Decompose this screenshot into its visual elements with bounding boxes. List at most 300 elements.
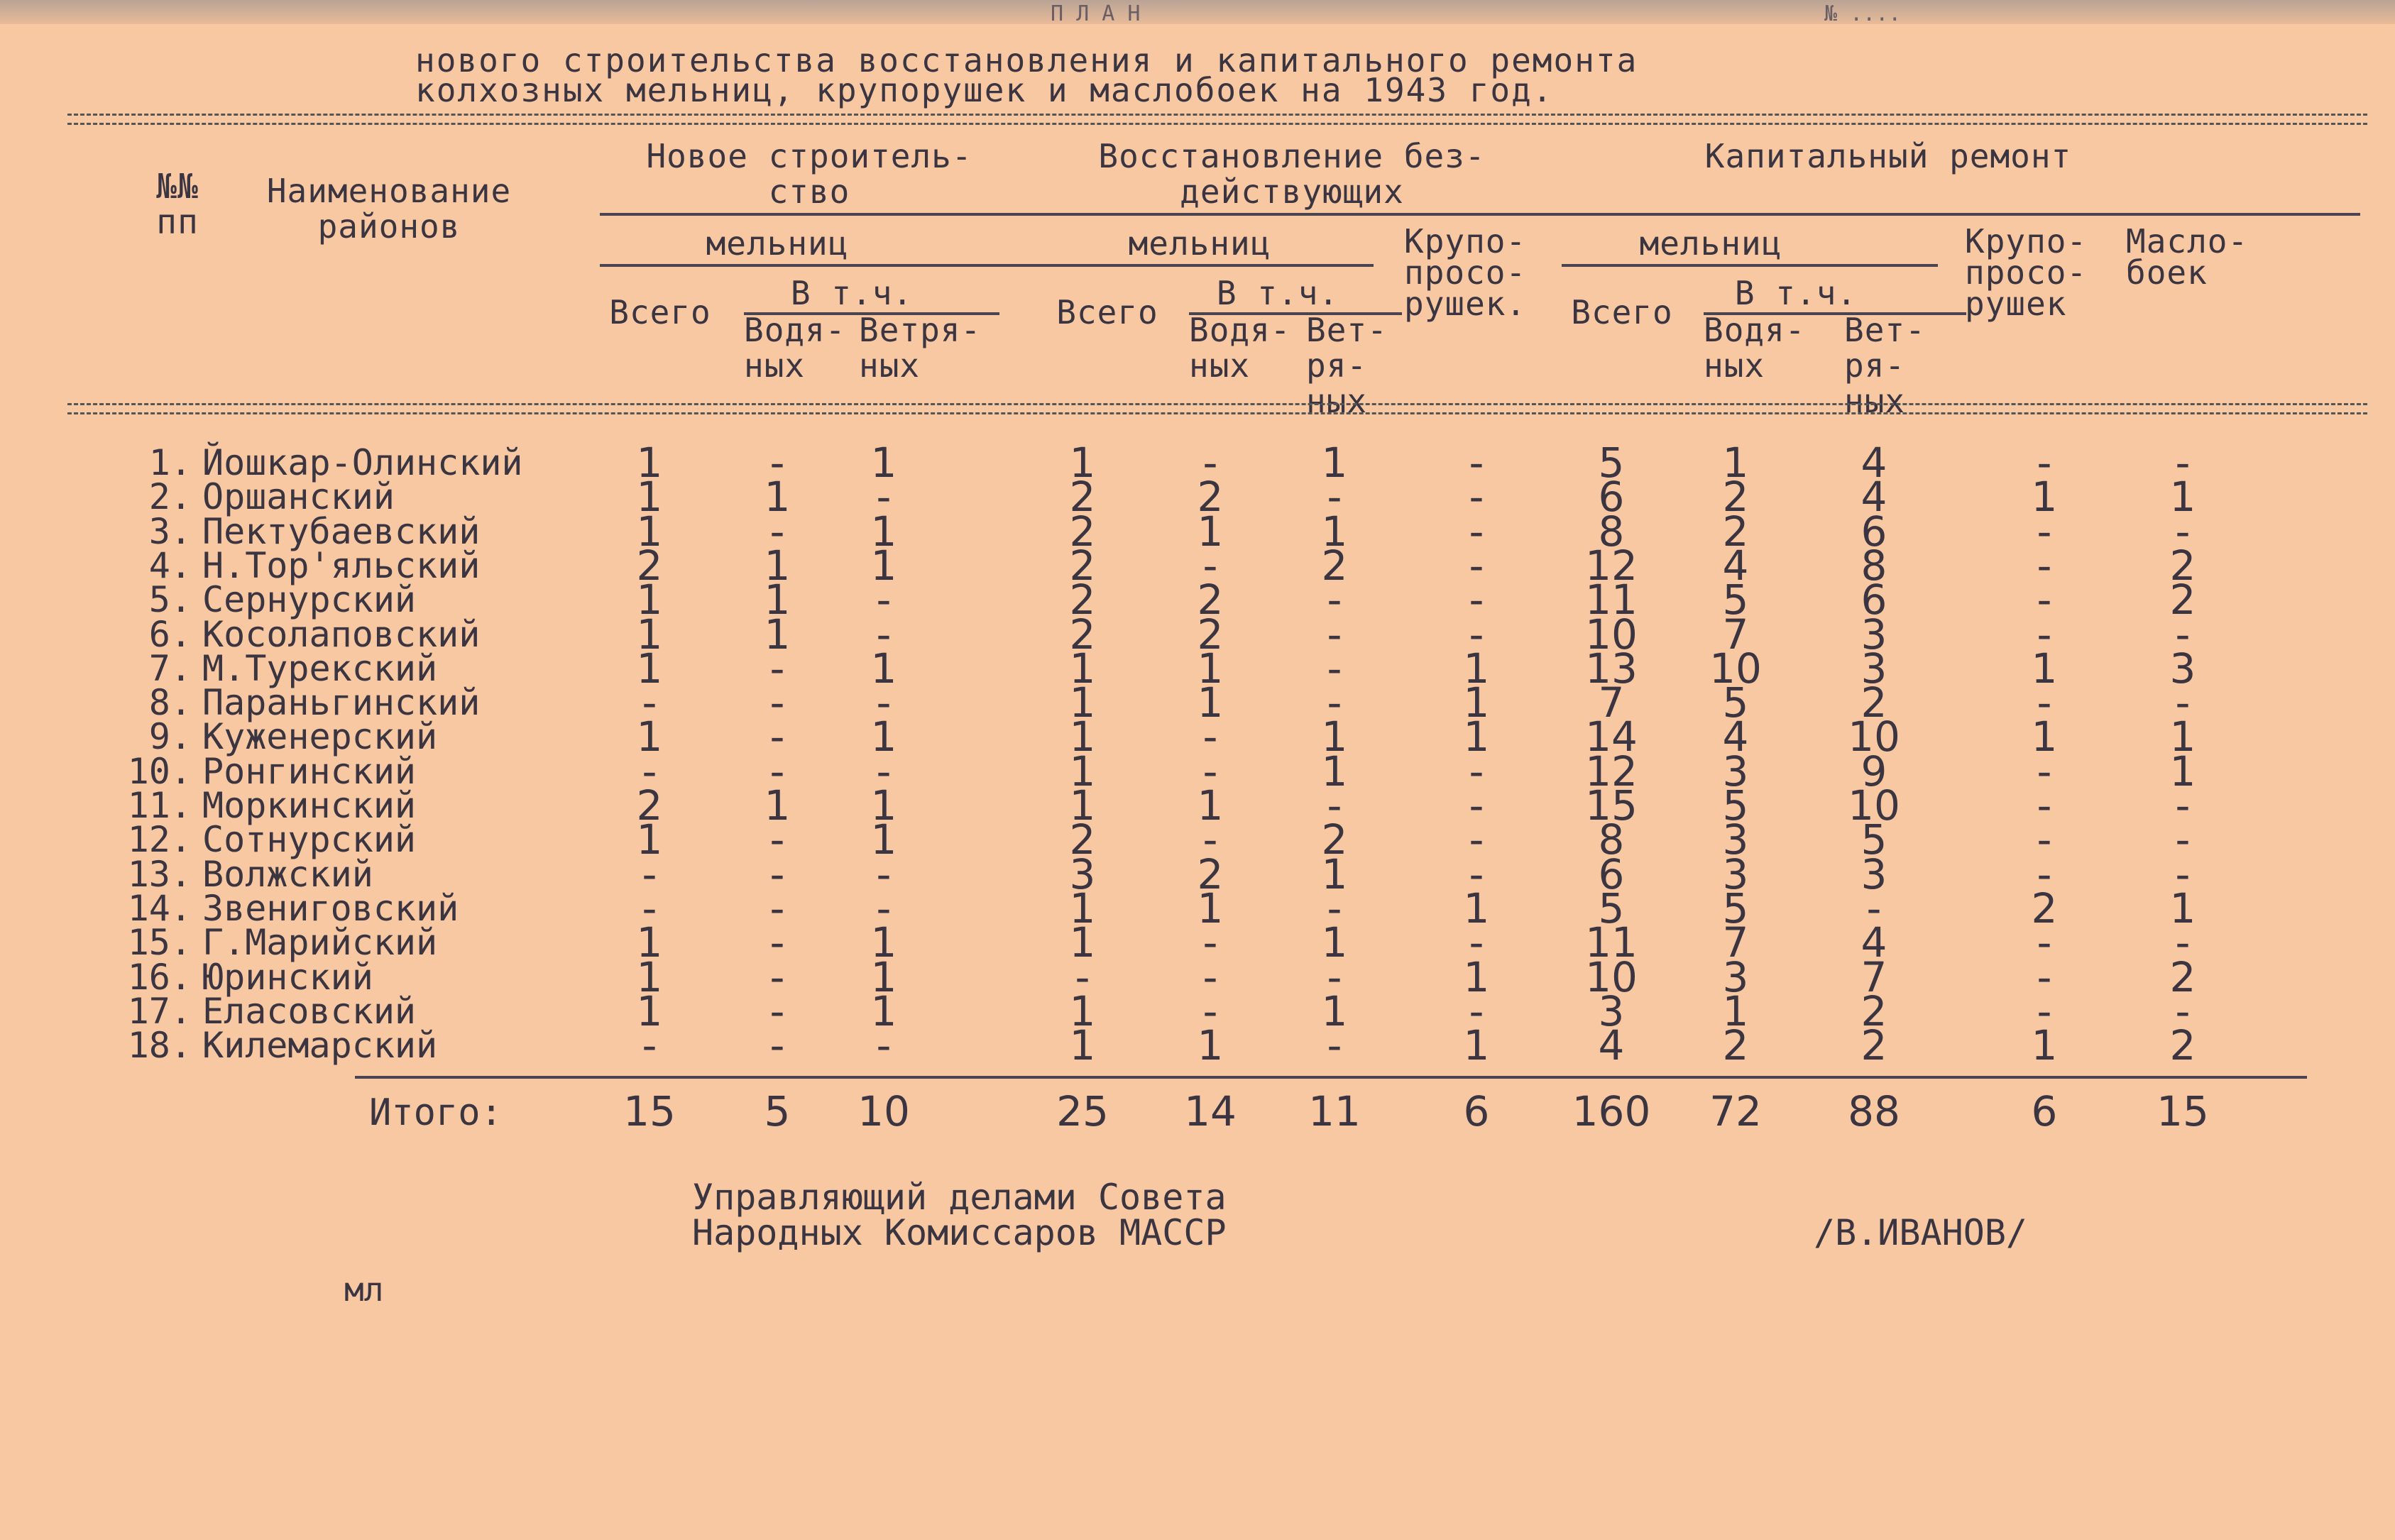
- district-name: Йошкар-Олинский: [202, 442, 523, 483]
- cell-value: -: [1327, 884, 1342, 933]
- cell-value: 1: [636, 507, 663, 556]
- cell-value: 2: [2169, 952, 2196, 1001]
- cell-value: 1: [764, 610, 791, 659]
- cell-value: 1: [1722, 439, 1749, 487]
- cell-value: -: [769, 507, 785, 556]
- cell-value: 1: [636, 952, 663, 1001]
- cell-value: 3: [1860, 644, 1887, 693]
- cell-value: 8: [1598, 507, 1625, 556]
- total-value: 25: [1056, 1087, 1109, 1135]
- cell-value: -: [2175, 610, 2191, 659]
- cell-value: -: [642, 884, 657, 933]
- district-name: Звениговский: [202, 887, 459, 929]
- cell-value: 1: [2031, 713, 2058, 761]
- cell-value: -: [2037, 541, 2052, 590]
- cell-value: -: [876, 576, 892, 625]
- cell-value: 1: [764, 576, 791, 625]
- header-fragment-right: № ....: [1824, 1, 1902, 26]
- cell-value: 3: [1069, 849, 1096, 898]
- district-name: Юринский: [202, 956, 373, 998]
- total-value: 72: [1709, 1087, 1762, 1135]
- cell-value: -: [1327, 473, 1342, 522]
- cell-value: -: [642, 747, 657, 796]
- cell-value: 1: [636, 576, 663, 625]
- col-new-incl: В т.ч.: [790, 274, 914, 312]
- cell-value: -: [1202, 439, 1218, 487]
- cell-value: 2: [2169, 541, 2196, 590]
- district-name: Моркинский: [202, 785, 417, 826]
- cell-value: 1: [1069, 781, 1096, 830]
- cell-value: 6: [1598, 473, 1625, 522]
- total-value: 160: [1572, 1087, 1651, 1135]
- cell-value: 4: [1722, 713, 1749, 761]
- cell-value: -: [2175, 678, 2191, 727]
- cell-value: 1: [636, 815, 663, 864]
- cell-value: 2: [1069, 541, 1096, 590]
- row-number: 10.: [127, 750, 192, 792]
- cell-value: -: [2037, 678, 2052, 727]
- cell-value: -: [769, 918, 785, 967]
- district-name: Килемарский: [202, 1025, 438, 1067]
- cell-value: -: [1469, 541, 1484, 590]
- cell-value: -: [1469, 986, 1484, 1035]
- district-name: Параньгинский: [202, 682, 481, 724]
- cell-value: 2: [1722, 507, 1749, 556]
- cell-value: -: [769, 713, 785, 761]
- cell-value: -: [769, 884, 785, 933]
- row-number: 15.: [127, 922, 192, 964]
- cell-value: -: [1202, 815, 1218, 864]
- cell-value: -: [2037, 815, 2052, 864]
- total-value: 6: [2031, 1087, 2058, 1135]
- col-capital-wind: Вет- ря- ных: [1844, 311, 1926, 420]
- cell-value: 3: [1860, 849, 1887, 898]
- cell-value: 7: [1598, 678, 1625, 727]
- cell-value: 2: [2031, 884, 2058, 933]
- cell-value: 1: [1197, 781, 1224, 830]
- cell-value: -: [876, 747, 892, 796]
- district-name: Сотнурский: [202, 819, 417, 861]
- row-number: 12.: [127, 819, 192, 861]
- cell-value: 1: [2031, 644, 2058, 693]
- cell-value: -: [1202, 713, 1218, 761]
- cell-value: -: [1327, 952, 1342, 1001]
- cell-value: -: [2175, 439, 2191, 487]
- cell-value: 6: [1598, 849, 1625, 898]
- cell-value: 1: [870, 541, 897, 590]
- top-edge-band: [0, 0, 2395, 24]
- district-name: Сернурский: [202, 579, 417, 621]
- cell-value: 1: [1197, 644, 1224, 693]
- col-new-wind: Ветря- ных: [859, 311, 982, 385]
- col-capital: Капитальный ремонт: [1704, 137, 2072, 175]
- cell-value: 1: [870, 986, 897, 1035]
- cell-value: 1: [1197, 884, 1224, 933]
- row-number: 17.: [127, 990, 192, 1032]
- cell-value: 4: [1860, 439, 1887, 487]
- cell-value: -: [1469, 473, 1484, 522]
- cell-value: 10: [1848, 781, 1900, 830]
- cell-value: 1: [1197, 507, 1224, 556]
- district-name: Волжский: [202, 853, 373, 895]
- cell-value: 1: [2169, 747, 2196, 796]
- cell-value: 3: [1722, 747, 1749, 796]
- cell-value: -: [1202, 952, 1218, 1001]
- cell-value: -: [1469, 781, 1484, 830]
- cell-value: 11: [1585, 918, 1638, 967]
- total-value: 11: [1308, 1087, 1361, 1135]
- cell-value: -: [769, 952, 785, 1001]
- cell-value: -: [2037, 986, 2052, 1035]
- cell-value: 1: [1321, 747, 1348, 796]
- cell-value: -: [769, 849, 785, 898]
- cell-value: 1: [2031, 473, 2058, 522]
- district-name: Пектубаевский: [202, 510, 481, 552]
- cell-value: 4: [1860, 473, 1887, 522]
- row-number: 16.: [127, 956, 192, 998]
- cell-value: 1: [1463, 1021, 1490, 1070]
- row-number: 5.: [148, 579, 192, 621]
- cell-value: 1: [1069, 1021, 1096, 1070]
- cell-value: -: [1469, 610, 1484, 659]
- cell-value: -: [1469, 507, 1484, 556]
- header-rule-capital: [1562, 264, 1938, 267]
- district-name: Куженерский: [202, 716, 438, 758]
- cell-value: -: [1327, 610, 1342, 659]
- cell-value: 1: [1197, 1021, 1224, 1070]
- cell-value: -: [2037, 952, 2052, 1001]
- cell-value: -: [2037, 918, 2052, 967]
- cell-value: 1: [870, 952, 897, 1001]
- cell-value: -: [769, 439, 785, 487]
- col-new-water: Водя- ных: [744, 311, 846, 385]
- cell-value: -: [1469, 849, 1484, 898]
- cell-value: 5: [1722, 781, 1749, 830]
- col-name: Наименование районов: [266, 172, 512, 246]
- cell-value: -: [642, 1021, 657, 1070]
- cell-value: 1: [1321, 507, 1348, 556]
- cell-value: 7: [1722, 918, 1749, 967]
- cell-value: -: [769, 747, 785, 796]
- cell-value: -: [769, 644, 785, 693]
- cell-value: -: [1327, 644, 1342, 693]
- row-number: 4.: [148, 544, 192, 586]
- col-restore-total: Всего: [1056, 293, 1158, 331]
- cell-value: 1: [636, 918, 663, 967]
- table-row: [0, 918, 2395, 967]
- cell-value: -: [2037, 849, 2052, 898]
- cell-value: 12: [1585, 541, 1638, 590]
- total-value: 15: [623, 1087, 676, 1135]
- total-value: 14: [1184, 1087, 1237, 1135]
- cell-value: 1: [1321, 713, 1348, 761]
- cell-value: 1: [1463, 644, 1490, 693]
- title-line-1: нового строительства восстановления и капитального ремонта: [415, 41, 1638, 79]
- cell-value: -: [1469, 439, 1484, 487]
- cell-value: 1: [636, 986, 663, 1035]
- cell-value: 15: [1585, 781, 1638, 830]
- col-restore-incl: В т.ч.: [1216, 274, 1339, 312]
- col-restore-wind: Вет- ря- ных: [1306, 311, 1388, 420]
- table-row: [0, 884, 2395, 933]
- cell-value: 2: [1197, 610, 1224, 659]
- district-name: Н.Тор'яльский: [202, 544, 481, 586]
- cell-value: 1: [764, 473, 791, 522]
- cell-value: 3: [1598, 986, 1625, 1035]
- cell-value: 2: [2169, 1021, 2196, 1070]
- cell-value: 2: [1197, 576, 1224, 625]
- cell-value: -: [1202, 541, 1218, 590]
- cell-value: 2: [1069, 473, 1096, 522]
- cell-value: 1: [1069, 439, 1096, 487]
- row-number: 8.: [148, 682, 192, 724]
- district-name: М.Турекский: [202, 647, 438, 689]
- row-number: 13.: [127, 853, 192, 895]
- cell-value: 2: [1069, 610, 1096, 659]
- cell-value: 1: [1069, 918, 1096, 967]
- cell-value: -: [1327, 781, 1342, 830]
- cell-value: 1: [870, 918, 897, 967]
- cell-value: 1: [1069, 986, 1096, 1035]
- cell-value: 2: [636, 781, 663, 830]
- cell-value: 1: [2031, 1021, 2058, 1070]
- cell-value: 1: [1069, 644, 1096, 693]
- cell-value: 2: [1197, 849, 1224, 898]
- cell-value: 2: [1069, 815, 1096, 864]
- cell-value: 1: [870, 781, 897, 830]
- cell-value: -: [1075, 952, 1090, 1001]
- col-maslo: Масло- боек: [2126, 222, 2249, 292]
- total-value: 15: [2156, 1087, 2209, 1135]
- col-new-mills: мельниц: [706, 224, 849, 263]
- cell-value: 11: [1585, 576, 1638, 625]
- cell-value: 10: [1848, 713, 1900, 761]
- row-number: 2.: [148, 476, 192, 518]
- cell-value: 1: [1321, 918, 1348, 967]
- cell-value: 1: [1463, 713, 1490, 761]
- row-number: 7.: [148, 647, 192, 689]
- cell-value: 2: [1860, 1021, 1887, 1070]
- signatory-position-line-2: Народных Комиссаров МАССР: [692, 1212, 1227, 1253]
- cell-value: 2: [1197, 473, 1224, 522]
- cell-value: 1: [1069, 884, 1096, 933]
- table-row: [0, 781, 2395, 830]
- table-row: [0, 713, 2395, 761]
- cell-value: 4: [1860, 918, 1887, 967]
- cell-value: -: [642, 849, 657, 898]
- cell-value: -: [769, 815, 785, 864]
- district-name: Г.Марийский: [202, 922, 438, 964]
- cell-value: -: [1202, 918, 1218, 967]
- cell-value: -: [876, 884, 892, 933]
- cell-value: 8: [1598, 815, 1625, 864]
- cell-value: -: [1202, 986, 1218, 1035]
- cell-value: 2: [2169, 576, 2196, 625]
- district-name: Еласовский: [202, 990, 417, 1032]
- cell-value: 1: [636, 439, 663, 487]
- row-number: 6.: [148, 613, 192, 655]
- total-value: 10: [857, 1087, 910, 1135]
- col-capital-water: Водя- ных: [1704, 311, 1806, 385]
- cell-value: -: [2037, 576, 2052, 625]
- cell-value: 1: [1463, 952, 1490, 1001]
- cell-value: 1: [636, 713, 663, 761]
- cell-value: 1: [1069, 678, 1096, 727]
- cell-value: 2: [1860, 678, 1887, 727]
- table-row: [0, 952, 2395, 1001]
- header-rule-new: [600, 264, 1374, 267]
- table-row: [0, 507, 2395, 556]
- cell-value: -: [876, 849, 892, 898]
- typist-initials: мл: [344, 1270, 384, 1309]
- cell-value: -: [769, 678, 785, 727]
- cell-value: 2: [1722, 473, 1749, 522]
- cell-value: 2: [1722, 1021, 1749, 1070]
- cell-value: 2: [1321, 541, 1348, 590]
- cell-value: 9: [1860, 747, 1887, 796]
- row-number: 18.: [127, 1025, 192, 1067]
- cell-value: 2: [636, 541, 663, 590]
- cell-value: -: [1327, 576, 1342, 625]
- cell-value: -: [876, 473, 892, 522]
- cell-value: 1: [636, 644, 663, 693]
- cell-value: 1: [870, 815, 897, 864]
- col-restore: Восстановление без- действующих: [1098, 137, 1486, 211]
- cell-value: -: [642, 678, 657, 727]
- cell-value: 3: [1722, 815, 1749, 864]
- cell-value: 12: [1585, 747, 1638, 796]
- col-capital-mills: мельниц: [1639, 224, 1782, 263]
- cell-value: 2: [1069, 576, 1096, 625]
- total-value: 6: [1463, 1087, 1490, 1135]
- cell-value: 5: [1722, 678, 1749, 727]
- cell-value: -: [2175, 986, 2191, 1035]
- cell-value: -: [2175, 918, 2191, 967]
- cell-value: 5: [1722, 576, 1749, 625]
- cell-value: -: [2037, 781, 2052, 830]
- col-capital-incl: В т.ч.: [1734, 274, 1858, 312]
- cell-value: 5: [1722, 884, 1749, 933]
- cell-value: 4: [1722, 541, 1749, 590]
- col-krupo-capital: Крупо- просо- рушек: [1965, 222, 2088, 323]
- cell-value: 7: [1722, 610, 1749, 659]
- cell-value: 2: [1860, 986, 1887, 1035]
- cell-value: 1: [870, 507, 897, 556]
- cell-value: 2: [1321, 815, 1348, 864]
- totals-label: Итого:: [369, 1091, 503, 1134]
- cell-value: 6: [1860, 576, 1887, 625]
- cell-value: -: [1327, 1021, 1342, 1070]
- cell-value: 14: [1585, 713, 1638, 761]
- cell-value: 6: [1860, 507, 1887, 556]
- cell-value: -: [2037, 439, 2052, 487]
- cell-value: 1: [1321, 849, 1348, 898]
- row-number: 14.: [127, 887, 192, 929]
- cell-value: 1: [1197, 678, 1224, 727]
- cell-value: 10: [1585, 610, 1638, 659]
- cell-value: 1: [1722, 986, 1749, 1035]
- row-number: 3.: [148, 510, 192, 552]
- col-restore-water: Водя- ных: [1189, 311, 1291, 385]
- cell-value: -: [2175, 507, 2191, 556]
- header-fragment-center: П Л А Н: [1051, 1, 1141, 26]
- cell-value: -: [1469, 576, 1484, 625]
- row-number: 1.: [148, 442, 192, 483]
- cell-value: -: [769, 1021, 785, 1070]
- cell-value: 1: [1463, 884, 1490, 933]
- cell-value: 1: [1321, 439, 1348, 487]
- cell-value: -: [769, 986, 785, 1035]
- cell-value: 1: [764, 541, 791, 590]
- district-name: Ронгинский: [202, 750, 417, 792]
- cell-value: 7: [1860, 952, 1887, 1001]
- cell-value: 2: [1069, 507, 1096, 556]
- cell-value: 1: [2169, 713, 2196, 761]
- cell-value: 1: [636, 473, 663, 522]
- cell-value: 1: [2169, 884, 2196, 933]
- cell-value: 10: [1709, 644, 1762, 693]
- cell-value: -: [2037, 507, 2052, 556]
- cell-value: -: [2037, 610, 2052, 659]
- cell-value: 10: [1585, 952, 1638, 1001]
- col-capital-total: Всего: [1571, 293, 1673, 331]
- cell-value: 5: [1860, 815, 1887, 864]
- cell-value: 8: [1860, 541, 1887, 590]
- cell-value: 3: [1860, 610, 1887, 659]
- total-value: 88: [1848, 1087, 1900, 1135]
- cell-value: 1: [1463, 678, 1490, 727]
- cell-value: -: [2175, 849, 2191, 898]
- cell-value: -: [876, 678, 892, 727]
- cell-value: 1: [870, 713, 897, 761]
- cell-value: -: [1866, 884, 1882, 933]
- header-bottom-rule: [67, 403, 2367, 414]
- cell-value: 1: [870, 439, 897, 487]
- cell-value: 5: [1598, 439, 1625, 487]
- signatory-name: /В.ИВАНОВ/: [1814, 1212, 2028, 1253]
- cell-value: -: [2175, 781, 2191, 830]
- title-line-2: колхозных мельниц, крупорушек и маслобоек на 1943 год.: [415, 71, 1554, 109]
- col-new-total: Всего: [609, 293, 711, 331]
- cell-value: -: [1469, 747, 1484, 796]
- totals-rule: [355, 1076, 2307, 1079]
- total-value: 5: [764, 1087, 791, 1135]
- cell-value: -: [1202, 747, 1218, 796]
- cell-value: 4: [1598, 1021, 1625, 1070]
- cell-value: -: [2037, 747, 2052, 796]
- cell-value: -: [876, 610, 892, 659]
- cell-value: -: [2175, 815, 2191, 864]
- col-no: №№ пп: [156, 167, 199, 242]
- cell-value: 3: [2169, 644, 2196, 693]
- cell-value: 3: [1722, 952, 1749, 1001]
- cell-value: 5: [1598, 884, 1625, 933]
- district-name: Косолаповский: [202, 613, 481, 655]
- signatory-position-line-1: Управляющий делами Совета: [692, 1177, 1227, 1218]
- row-number: 11.: [127, 785, 192, 826]
- district-name: Оршанский: [202, 476, 395, 518]
- cell-value: -: [1469, 815, 1484, 864]
- cell-value: 1: [1069, 747, 1096, 796]
- cell-value: -: [1327, 678, 1342, 727]
- cell-value: -: [1469, 918, 1484, 967]
- cell-value: 3: [1722, 849, 1749, 898]
- table-row: [0, 1021, 2395, 1070]
- col-krupo-restore: Крупо- просо- рушек.: [1404, 222, 1527, 323]
- header-rule-1: [600, 213, 2360, 216]
- row-number: 9.: [148, 716, 192, 758]
- cell-value: 1: [870, 644, 897, 693]
